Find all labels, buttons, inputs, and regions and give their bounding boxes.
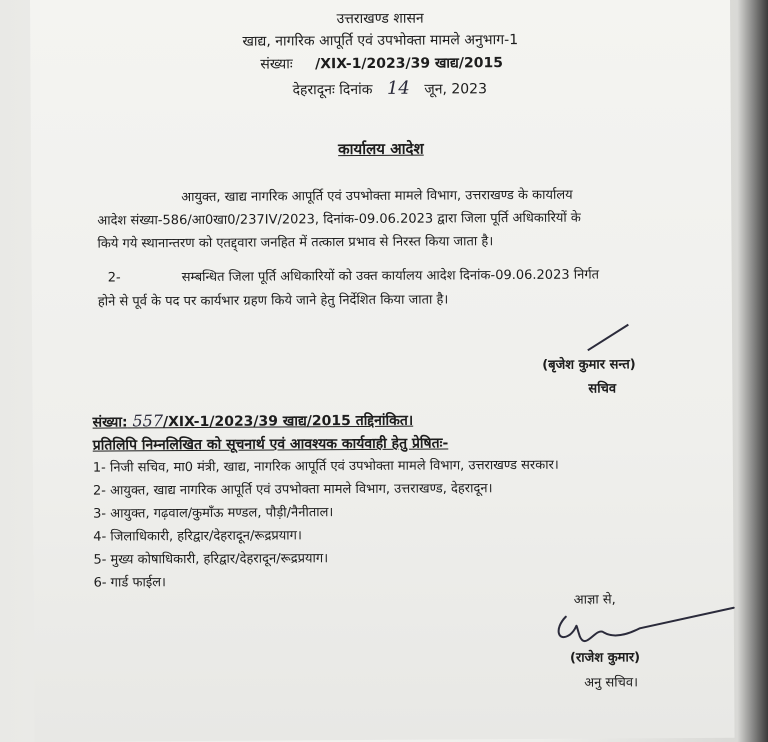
copy-number-label: संख्या:: [92, 414, 128, 431]
handwritten-day: 14: [386, 77, 410, 99]
order-number: [260, 54, 503, 73]
order-by-text: आज्ञा से,: [573, 592, 616, 608]
copy-item: 5- मुख्य कोषाधिकारी, हरिद्वार/देहरादून/रूद्रप्रयाग।: [93, 551, 329, 568]
signatory1-name: (बृजेश कुमार सन्त): [542, 357, 636, 373]
copy-item: 3- आयुक्त, गढ़वाल/कुमाँऊ मण्डल, पौड़ी/नैनीताल।: [93, 505, 334, 522]
signatory1-designation: सचिव: [588, 381, 617, 397]
copy-item: 6- गार्ड फाईल।: [93, 575, 166, 591]
copy-item: 2- आयुक्त, खाद्य नागरिक आपूर्ति एवं उपभोक्ता मामले विभाग, उत्तराखण्ड, देहरादून।: [92, 481, 493, 499]
copy-item: 1- निजी सचिव, मा0 मंत्री, खाद्य, नागरिक आपूर्ति एवं उपभोक्ता मामले विभाग, उत्तराखण्ड सरकार।: [92, 457, 559, 476]
copy-number-rest: /XIX-1/2023/39 खाद्य/2015 तद्दिनांकित।: [162, 412, 414, 431]
order-number-value: /XIX-1/2023/39 खाद्य/2015: [315, 55, 503, 73]
signature-1: [587, 324, 629, 351]
para2-line2: होने से पूर्व के पद पर कार्यभार ग्रहण किये जाने हेतु निर्देशित किया जाता है।: [97, 292, 449, 310]
copy-number-line: [93, 411, 414, 432]
copy-intro: प्रतिलिपि निम्नलिखित को सूचनार्थ एवं आवश्यक कार्यवाही हेतु प्रेषितः-: [92, 435, 449, 454]
place-date: [292, 79, 487, 99]
signatory2-designation: अनु सचिव।: [584, 675, 639, 691]
para2-number: 2-: [107, 270, 121, 286]
document-sheet: [30, 0, 735, 742]
copy-item: 4- जिलाधिकारी, हरिद्वार/देहरादून/रूद्रप्रयाग।: [93, 528, 302, 545]
place-date-prefix: देहरादूनः दिनांक: [292, 81, 373, 99]
para2-line1: सम्बन्धित जिला पूर्ति अधिकारियों को उक्त कार्यालय आदेश दिनांक-09.06.2023 निर्गत: [181, 267, 600, 286]
handwritten-copy-number: 557: [132, 411, 164, 431]
month-year: जून, 2023: [424, 81, 488, 98]
order-title: कार्यालय आदेश: [338, 139, 424, 159]
govt-heading: उत्तराखण्ड शासन: [336, 10, 424, 28]
section-heading: खाद्य, नागरिक आपूर्ति एवं उपभोक्ता मामले अनुभाग-1: [242, 32, 519, 50]
order-number-label: संख्याः: [260, 56, 293, 73]
signatory2-name: (राजेश कुमार): [569, 650, 641, 666]
para1-line1: आयुक्त, खाद्य नागरिक आपूर्ति एवं उपभोक्ता मामले विभाग, उत्तराखण्ड के कार्यालय: [181, 187, 573, 206]
para1-line3: किये गये स्थानान्तरण को एतद्द्वारा जनहित में तत्काल प्रभाव से निरस्त किया जाता है।: [97, 234, 494, 252]
para1-line2: आदेश संख्या-586/आ0खा0/237IV/2023, दिनांक-09.06.2023 द्वारा जिला पूर्ति अधिकारियों के: [97, 210, 581, 229]
